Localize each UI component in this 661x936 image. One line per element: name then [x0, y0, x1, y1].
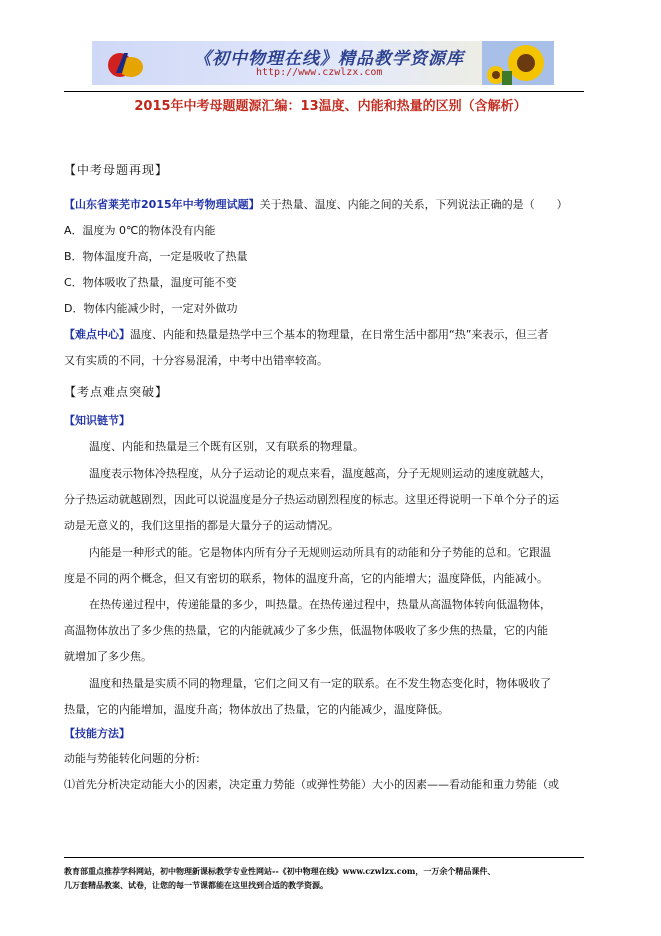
para-1: 温度、内能和热量是三个既有区别，又有联系的物理量。: [89, 440, 364, 453]
knowledge-label: 【知识链节】: [64, 414, 130, 427]
para-4-line-1: 在热传递过程中，传递能量的多少，叫热量。在热传递过程中，热量从高温物体转向低温物体，: [89, 598, 551, 611]
focus-label: 【难点中心】: [64, 328, 130, 341]
focus-paragraph: [64, 328, 548, 342]
para-3-line-2: 度是不同的两个概念，但又有密切的联系，物体的温度升高，它的内能增大；温度降低，内能减小。: [64, 572, 548, 585]
footer-rule: [64, 857, 584, 858]
para-2-line-1: 温度表示物体冷热程度，从分子运动论的观点来看，温度越高，分子无规则运动的速度就越大，: [89, 467, 551, 480]
sunflower-icon: [482, 41, 554, 85]
para-2-line-2: 分子热运动就越剧烈，因此可以说温度是分子热运动剧烈程度的标志。这里还得说明一下单个分子的运: [64, 493, 559, 506]
question-source: 【山东省莱芜市2015年中考物理试题】: [64, 198, 260, 211]
header-rule: [64, 91, 584, 92]
banner-url: http://www.czwlzx.com: [256, 67, 383, 78]
site-logo-icon: [106, 47, 146, 79]
para-3-line-1: 内能是一种形式的能。它是物体内所有分子无规则运动所具有的动能和分子势能的总和。它跟温: [89, 546, 551, 559]
focus-text-1: 温度、内能和热量是热学中三个基本的物理量，在日常生活中都用“热”来表示，但三者: [130, 328, 549, 341]
section-heading-1: 【中考母题再现】: [64, 163, 169, 177]
footer-line-2: 几万套精品教案、试卷，让您的每一节课都能在这里找到合适的教学资源。: [64, 880, 328, 890]
para-2-line-3: 动是无意义的，我们这里指的都是大量分子的运动情况。: [64, 519, 339, 532]
site-banner: [92, 41, 554, 85]
para-5-line-1: 温度和热量是实质不同的物理量，它们之间又有一定的联系。在不发生物态变化时，物体吸收了: [89, 677, 551, 690]
option-b: B．物体温度升高，一定是吸收了热量: [64, 250, 248, 263]
question: [64, 198, 568, 212]
para-5-line-2: 热量，它的内能增加，温度升高；物体放出了热量，它的内能减少，温度降低。: [64, 703, 449, 716]
method-line-2: ⑴首先分析决定动能大小的因素，决定重力势能（或弹性势能）大小的因素——看动能和重力势能（或: [64, 778, 559, 791]
option-c: C．物体吸收了热量，温度可能不变: [64, 276, 237, 289]
banner-title: 《初中物理在线》精品教学资源库: [194, 49, 464, 69]
method-line-1: 动能与势能转化问题的分析:: [64, 752, 200, 765]
focus-text-2: 又有实质的不同，十分容易混淆，中考中出错率较高。: [64, 354, 328, 367]
para-4-line-2: 高温物体放出了多少焦的热量，它的内能就减少了多少焦，低温物体吸收了多少焦的热量，它的内能: [64, 624, 548, 637]
option-a: A．温度为 0℃的物体没有内能: [64, 224, 216, 237]
option-d: D．物体内能减少时，一定对外做功: [64, 302, 238, 315]
question-text: 关于热量、温度、内能之间的关系，下列说法正确的是（ ）: [259, 198, 568, 211]
method-label: 【技能方法】: [64, 727, 130, 740]
page-title: 2015年中考母题题源汇编：13温度、内能和热量的区别（含解析）: [134, 99, 527, 114]
section-heading-2: 【考点难点突破】: [64, 385, 169, 399]
footer-line-1: 教育部重点推荐学科网站，初中物理新课标教学专业性网站--《初中物理在线》www.czwlzx.com，一万余个精品课件、: [64, 866, 496, 876]
para-4-line-3: 就增加了多少焦。: [64, 650, 152, 663]
